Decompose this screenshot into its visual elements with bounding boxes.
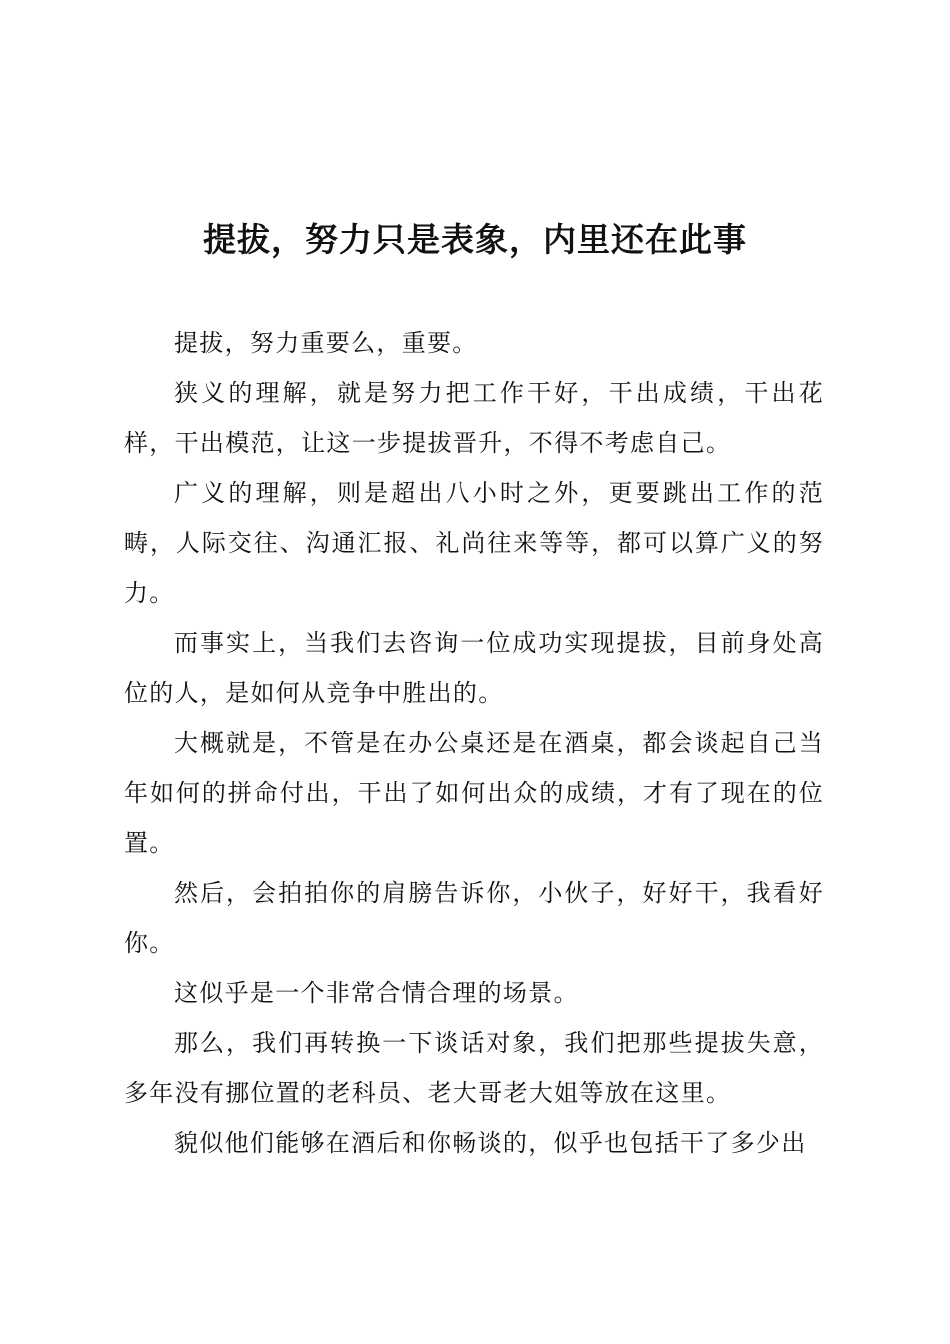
document-body xyxy=(124,318,824,1168)
paragraph: 广义的理解，则是超出八小时之外，更要跳出工作的范畴，人际交往、沟通汇报、礼尚往来等等，都可以算广义的努力。 xyxy=(124,479,824,607)
paragraph: 那么，我们再转换一下谈话对象，我们把那些提拔失意，多年没有挪位置的老科员、老大哥老大姐等放在这里。 xyxy=(124,1029,824,1107)
paragraph: 狭义的理解，就是努力把工作干好，干出成绩，干出花样，干出模范，让这一步提拔晋升，不得不考虑自己。 xyxy=(124,379,824,457)
paragraph: 这似乎是一个非常合情合理的场景。 xyxy=(174,979,579,1007)
paragraph: 而事实上，当我们去咨询一位成功实现提拔，目前身处高位的人，是如何从竞争中胜出的。 xyxy=(124,629,824,707)
paragraph: 提拔，努力重要么，重要。 xyxy=(174,329,478,357)
paragraph: 大概就是，不管是在办公桌还是在酒桌，都会谈起自己当年如何的拼命付出，干出了如何出众的成绩，才有了现在的位置。 xyxy=(124,729,824,857)
paragraph: 貌似他们能够在酒后和你畅谈的，似乎也包括干了多少出 xyxy=(174,1129,807,1157)
document-title: 提拔，努力只是表象，内里还在此事 xyxy=(203,220,747,259)
paragraph: 然后，会拍拍你的肩膀告诉你，小伙子，好好干，我看好你。 xyxy=(124,879,824,957)
